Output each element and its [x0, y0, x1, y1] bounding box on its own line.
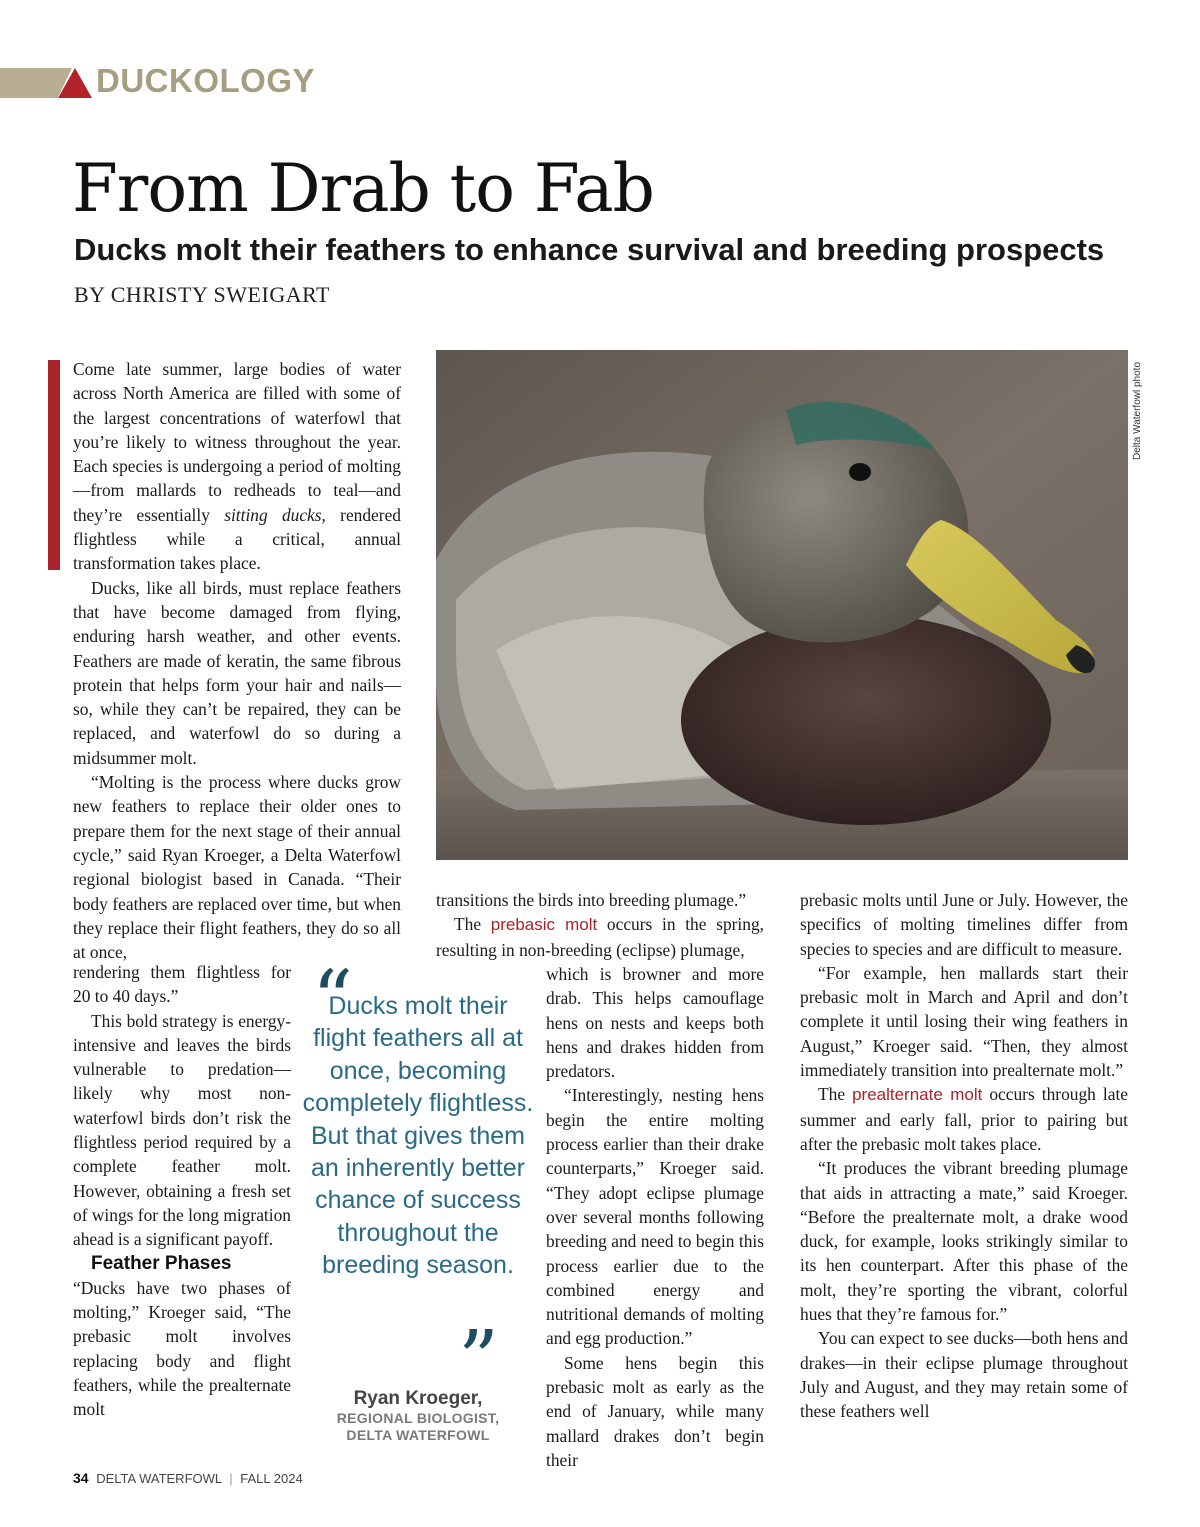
pull-quote: Ducks molt their flight feathers all at once, becoming completely flightless. But that gives them an inherently better chance of success throughout the breeding season.	[302, 992, 534, 1280]
page-number: 34	[73, 1470, 89, 1486]
folio	[73, 1470, 303, 1486]
drop-bar	[48, 360, 60, 570]
paragraph: You can expect to see ducks—both hens and drakes—in their eclipse plumage throughout July and August, and they may retain some of these feathers well	[800, 1328, 1128, 1422]
text-run: The	[818, 1084, 853, 1105]
headline: From Drab to Fab	[72, 150, 654, 227]
paragraph: prebasic molts until June or July. However, the specifics of molting timelines differ from species to species and are difficult to measure.	[800, 890, 1128, 959]
dek: Ducks molt their feathers to enhance survival and breeding prospects	[74, 232, 1105, 267]
paragraph: which is browner and more drab. This helps camouflage hens on nests and keeps both hens and drakes hidden from predators.	[546, 964, 764, 1082]
paragraph: rendering them flightless for 20 to 40 days.”	[73, 962, 291, 1007]
open-quote-mark: “	[312, 953, 353, 1046]
paragraph: Ducks, like all birds, must replace feathers that have become damaged from flying, enduring harsh weather, and other events. Feathers are made of keratin, the same fibrous protein that helps form your hair and nails—so, while they can’t be repaired, they can be replaced, and waterfowl do so during a midsummer molt.	[73, 577, 401, 768]
paragraph	[73, 357, 401, 576]
term-prealternate-molt: prealternate molt	[852, 1085, 983, 1105]
paragraph: “For example, hen mallards start their prebasic molt in March and April and don’t complete it until losing their wing feathers in August,” Kroeger said. “Then, they almost immediately transition into prealternate molt.”	[800, 962, 1128, 1081]
paragraph: “It produces the vibrant breeding plumage that aids in attracting a mate,” said Kroeger. “Before the prealternate molt, a drake wood duck, for example, looks strikingly similar to its hen counterpart. After this phase of the molt, they’re sporting the vibrant, colorful hues that they’re famous for.”	[800, 1158, 1128, 1325]
column-2-lower	[546, 962, 764, 1472]
paragraph	[800, 1082, 1128, 1156]
paragraph: Some hens begin this prebasic molt as early as the end of January, while many mallard drakes don’t begin their	[546, 1352, 764, 1470]
column-1-lower	[73, 960, 291, 1422]
column-3	[800, 888, 1128, 1424]
paragraph: This bold strategy is energy-intensive and leaves the birds vulnerable to predation—likely why most non-waterfowl birds don’t risk the flightless period required by a complete feather molt. However, obtaining a fresh set of wings for the long migration ahead is a significant payoff.	[73, 1010, 291, 1250]
duck-illustration	[436, 350, 1128, 860]
byline: BY CHRISTY SWEIGART	[74, 282, 330, 307]
paragraph: “Ducks have two phases of molting,” Kroeger said, “The prebasic molt involves replacing body and flight feathers, while the prealternate molt	[73, 1277, 291, 1420]
pull-quote-title	[300, 1410, 536, 1444]
text-run: occurs in the spring, resulting in non-breeding (eclipse) plumage,	[436, 914, 764, 960]
pull-quote-name: Ryan Kroeger,	[353, 1388, 483, 1409]
paragraph	[436, 912, 764, 962]
text-run: Come late summer, large bodies of water across North America are filled with some of the largest concentrations of waterfowl that you’re likely to witness throughout the year. Each species is undergoing a period of molting—from mallards to redheads to teal—and they’re essentially	[73, 359, 401, 525]
close-quote-mark: ”	[458, 1313, 499, 1406]
column-2-upper	[436, 888, 764, 962]
subhead: Feather Phases	[91, 1252, 232, 1274]
folio-separator: |	[229, 1471, 233, 1486]
column-1-upper	[73, 357, 401, 964]
emphasis: sitting ducks	[224, 504, 322, 525]
text-run: occurs through late summer and early fall, prior to pairing but after the prebasic molt takes place.	[800, 1084, 1128, 1154]
title-line: DELTA WATERFOWL	[346, 1427, 490, 1443]
paragraph: “Interestingly, nesting hens begin the entire molting process earlier than their drake counterparts,” Kroeger said. “They adopt eclipse plumage over several months following breeding and need to begin this process earlier due to the combined energy and nutritional demands of molting and egg production.”	[546, 1085, 764, 1349]
term-prebasic-molt: prebasic molt	[490, 915, 598, 935]
issue-date: FALL 2024	[240, 1471, 303, 1486]
text-run: , rendered flightless while a critical, annual transformation takes place.	[73, 504, 401, 574]
publication-name: DELTA WATERFOWL	[96, 1471, 222, 1486]
paragraph: “Molting is the process where ducks grow new feathers to replace their older ones to prepare them for the next stage of their annual cycle,” said Ryan Kroeger, a Delta Waterfowl regional biologist based in Canada. “Their body feathers are replaced over time, but when they replace their flight feathers, they do so all at once,	[73, 772, 401, 963]
photo-credit: Delta Waterfowl photo	[1132, 361, 1143, 460]
paragraph: transitions the birds into breeding plumage.”	[436, 890, 747, 910]
text-run: The	[454, 914, 491, 935]
duck-photo	[436, 350, 1128, 860]
section-label: DUCKOLOGY	[96, 62, 315, 99]
title-line: REGIONAL BIOLOGIST,	[336, 1410, 500, 1426]
